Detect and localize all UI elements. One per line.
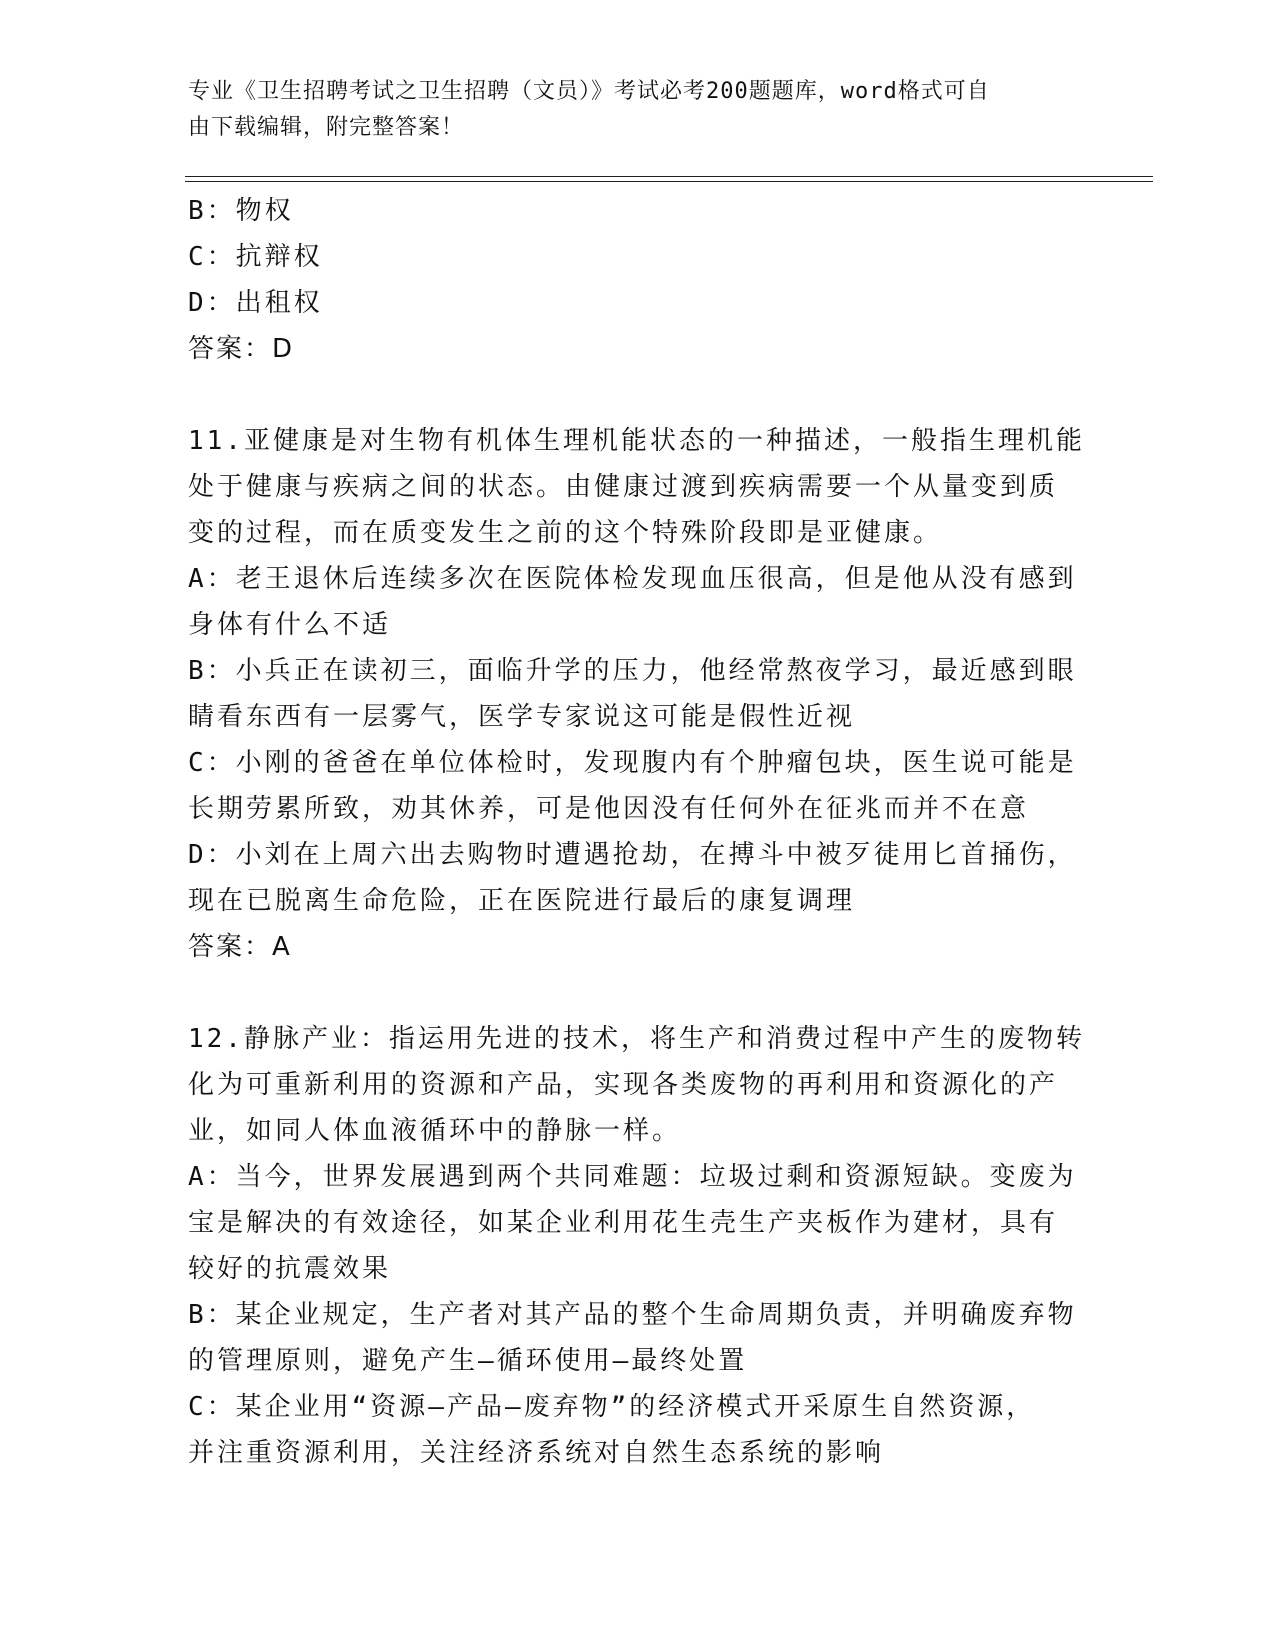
q12-option-c-line-2: 并注重资源利用，关注经济系统对自然生态系统的影响: [188, 1438, 885, 1468]
spacer: [188, 970, 1088, 1016]
q11-option-b-line-1: B：小兵正在读初三，面临升学的压力，他经常熬夜学习，最近感到眼: [188, 656, 1077, 686]
q11-option-a-line-2: 身体有什么不适: [188, 610, 392, 640]
q11-option-a-line-1: A：老王退休后连续多次在医院体检发现血压很高，但是他从没有感到: [188, 564, 1077, 594]
q11-option-b-line-2: 睛看东西有一层雾气，医学专家说这可能是假性近视: [188, 702, 856, 732]
q11-option-c-line-2: 长期劳累所致，劝其休养，可是他因没有任何外在征兆而并不在意: [188, 794, 1030, 824]
q12-option-b-line-2: 的管理原则，避免产生—循环使用—最终处置: [188, 1346, 748, 1376]
header-divider-top: [185, 176, 1153, 177]
q11-stem-line-3: 变的过程，而在质变发生之前的这个特殊阶段即是亚健康。: [188, 518, 943, 548]
q11-stem-line-2: 处于健康与疾病之间的状态。由健康过渡到疾病需要一个从量变到质: [188, 472, 1059, 502]
q12-stem-line-1: 12.静脉产业：指运用先进的技术，将生产和消费过程中产生的废物转: [188, 1024, 1085, 1054]
q12-option-a-line-2: 宝是解决的有效途径，如某企业利用花生壳生产夹板作为建材，具有: [188, 1208, 1059, 1238]
q11-option-d-line-1: D：小刘在上周六出去购物时遭遇抢劫，在搏斗中被歹徒用匕首捅伤，: [188, 840, 1077, 870]
q10-option-b: B：物权: [188, 196, 294, 226]
header-title-line-1: 专业《卫生招聘考试之卫生招聘（文员）》考试必考200题题库，word格式可自: [188, 79, 990, 104]
q11-answer: 答案：A: [188, 932, 292, 962]
header-title-line-2: 由下载编辑，附完整答案！: [188, 115, 465, 140]
q11-stem-line-1: 11.亚健康是对生物有机体生理机能状态的一种描述，一般指生理机能: [188, 426, 1085, 456]
document-body: [188, 188, 1088, 1476]
q12-stem-line-2: 化为可重新利用的资源和产品，实现各类废物的再利用和资源化的产: [188, 1070, 1059, 1100]
question-10-tail: [188, 188, 1088, 372]
q12-option-a-line-3: 较好的抗震效果: [188, 1254, 392, 1284]
q10-answer: 答案：D: [188, 334, 295, 364]
document-header: [188, 74, 1068, 146]
q11-option-c-line-1: C：小刚的爸爸在单位体检时，发现腹内有个肿瘤包块，医生说可能是: [188, 748, 1077, 778]
question-11: [188, 418, 1088, 970]
q12-option-b-line-1: B：某企业规定，生产者对其产品的整个生命周期负责，并明确废弃物: [188, 1300, 1077, 1330]
header-divider-bottom: [185, 181, 1153, 182]
q12-option-a-line-1: A：当今，世界发展遇到两个共同难题：垃圾过剩和资源短缺。变废为: [188, 1162, 1077, 1192]
spacer: [188, 372, 1088, 418]
q10-option-c: C：抗辩权: [188, 242, 323, 272]
q12-stem-line-3: 业，如同人体血液循环中的静脉一样。: [188, 1116, 682, 1146]
question-12: [188, 1016, 1088, 1476]
q10-option-d: D：出租权: [188, 288, 323, 318]
q11-option-d-line-2: 现在已脱离生命危险，正在医院进行最后的康复调理: [188, 886, 856, 916]
q12-option-c-line-1: C：某企业用“资源—产品—废弃物”的经济模式开采原生自然资源，: [188, 1392, 1036, 1422]
